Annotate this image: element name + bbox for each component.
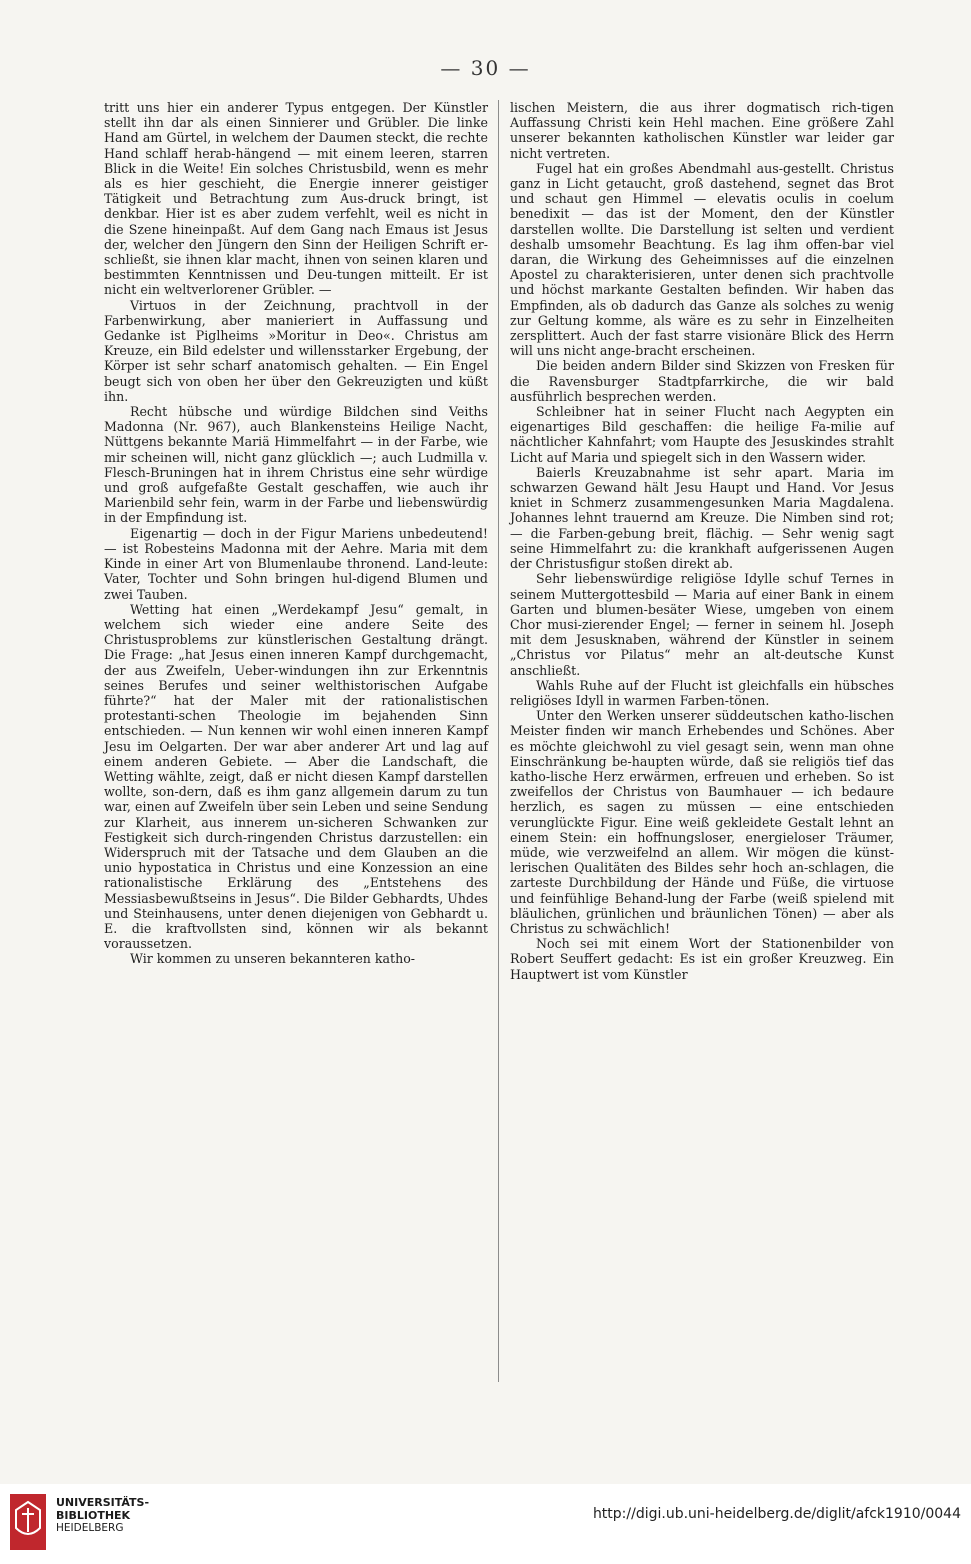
- source-url[interactable]: http://digi.ub.uni-heidelberg.de/diglit/afck1910/0044: [592, 1506, 961, 1522]
- library-name: [56, 1497, 149, 1535]
- paragraph: Recht hübsche und würdige Bildchen sind Veiths Madonna (Nr. 967), auch Blankensteins Heilige Nacht, Nüttgens bekannte Mariä Himmelfahrt — in der Farbe, wie mir scheinen will, nicht ganz glücklich —; auch Ludmilla v. Flesch-Bruningen hat in ihrem Christus eine sehr würdige und groß aufgefaßte Gestalt geschaffen, wie auch ihr Marienbild sehr fein, warm in der Farbe und liebenswürdig in der Empfindung ist.: [104, 404, 488, 526]
- library-line-3: HEIDELBERG: [56, 1522, 124, 1534]
- university-seal-icon: [10, 1494, 46, 1550]
- paragraph: lischen Meistern, die aus ihrer dogmatisch rich-tigen Auffassung Christi kein Hehl machen. Eine größere Zahl unserer bekannten katholischen Künstler war leider gar nicht vertreten.: [510, 100, 894, 161]
- paragraph: Eigenartig — doch in der Figur Mariens unbedeutend! — ist Robesteins Madonna mit der Aehre. Maria mit dem Kinde in einer Art von Blumenlaube thronend. Land-leute: Vater, Tochter und Sohn bringen hul-digend Blumen und zwei Tauben.: [104, 525, 488, 602]
- library-line-1: UNIVERSITÄTS-: [56, 1496, 150, 1509]
- paragraph: Virtuos in der Zeichnung, prachtvoll in der Farbenwirkung, aber manieriert in Auffassung und Gedanke ist Piglheims »Moritur in Deo«. Christus am Kreuze, ein Bild edelster und willensstarker Ergebung, der Körper ist sehr scharf anatomisch gehalten. — Ein Engel beugt sich von oben her über den Gekreuzigten und küßt ihn.: [104, 297, 488, 404]
- library-line-2: BIBLIOTHEK: [56, 1508, 131, 1522]
- paragraph: Unter den Werken unserer süddeutschen katho-lischen Meister finden wir manch Erhebendes und Schönes. Aber es möchte gleichwohl zu viel gesagt sein, wenn man ohne Einschränkung be-haupten würde, daß sie religiös tief das katho-lische Herz erwärmen, erfreuen und erheben. So ist zweifellos der Christus von Baumhauer — ich bedaure herzlich, es sagen zu müssen — eine entschieden verunglückte Figur. Eine weiß gekleidete Gestalt lehnt an einem Stein: ein hoffnungsloser, energieloser Träumer, müde, wie verzweifelnd an allem. Wir mögen die künst-lerischen Qualitäten des Bildes sehr hoch an-schlagen, die zarteste Durchbildung der Hände und Füße, die virtuose und feinfühlige Behand-lung der Farbe (weiß spielend mit bläulichen, grünlichen und bräunlichen Tönen) — aber als Christus zu schwächlich!: [510, 708, 894, 936]
- paragraph: Wetting hat einen „Werdekampf Jesu“ gemalt, in welchem sich wieder eine andere Seite des Christusproblems zur künstlerischen Gestaltung drängt. Die Frage: „hat Jesus einen inneren Kampf durchgemacht, der aus Zweifeln, Ueber-windungen ihn zur Erkenntnis seines Berufes und seiner welthistorischen Aufgabe führte?“ hat der Maler mit der rationalistischen protestanti-schen Theologie im bejahenden Sinn entschieden. — Nun kennen wir wohl einen inneren Kampf Jesu im Oelgarten. Der war aber anderer Art und lag auf einem anderen Gebiete. — Aber die Landschaft, die Wetting wählte, zeigt, daß er nicht diesen Kampf darstellen wollte, son-dern, daß es ihm ganz allgemein darum zu tun war, einen auf Zweifeln über sein Leben und seine Sendung zur Klarheit, aus innerem un-sicheren Schwanken zur Festigkeit sich durch-ringenden Christus darzustellen: ein Widerspruch mit der Tatsache und dem Glauben an die unio hypostatica in Christus und eine Konzession an eine rationalistische Erklärung des „Entstehens des Messiasbewußtseins in Jesus“. Die Bilder Gebhardts, Uhdes und Steinhausens, unter denen diejenigen von Gebhardt u. E. die kraftvollsten sind, können wir als bekannt voraussetzen.: [104, 601, 488, 952]
- paragraph: tritt uns hier ein anderer Typus entgegen. Der Künstler stellt ihn dar als einen Sinnierer und Grübler. Die linke Hand am Gürtel, in welchem der Daumen steckt, die rechte Hand schlaff herab-hängend — mit einem leeren, starren Blick in die Weite! Ein solches Christusbild, wenn es mehr als es hier geschieht, die Energie innerer geistiger Tätigkeit und Betrachtung zum Aus-druck bringt, ist denkbar. Hier ist es aber zudem verfehlt, weil es nicht in die Szene hineinpaßt. Auf dem Gang nach Emaus ist Jesus der, welcher den Jüngern den Sinn der Heiligen Schrift er-schließt, sie ihnen klar macht, ihnen von seinen klaren und bestimmten Kenntnissen und Deu-tungen mitteilt. Er ist nicht ein weltverlorener Grübler. —: [104, 100, 488, 298]
- paragraph: Wahls Ruhe auf der Flucht ist gleichfalls ein hübsches religiöses Idyll in warmen Farben-tönen.: [510, 677, 894, 708]
- paragraph: Sehr liebenswürdige religiöse Idylle schuf Ternes in seinem Muttergottesbild — Maria auf einer Bank in einem Garten und blumen-besäter Wiese, umgeben von einem Chor musi-zierender Engel; — ferner in seinem hl. Joseph mit dem Jesusknaben, während der Künstler in seinem „Christus vor Pilatus“ mehr an alt-deutsche Kunst anschließt.: [510, 571, 894, 678]
- column-divider: [498, 100, 499, 1382]
- paragraph: Die beiden andern Bilder sind Skizzen von Fresken für die Ravensburger Stadtpfarrkirche, die wir bald ausführlich besprechen werden.: [510, 358, 894, 404]
- paragraph: Baierls Kreuzabnahme ist sehr apart. Maria im schwarzen Gewand hält Jesu Haupt und Hand. Vor Jesus kniet in Schmerz zusammengesunken Maria Magdalena. Johannes lehnt trauernd am Kreuze. Die Nimben sind rot; — die Farben-gebung breit, flächig. — Sehr wenig sagt seine Himmelfahrt zu: die krankhaft aufgerissenen Augen der Christusfigur stoßen direkt ab.: [510, 464, 894, 572]
- paragraph: Fugel hat ein großes Abendmahl aus-gestellt. Christus ganz in Licht getaucht, groß dastehend, segnet das Brot und schaut gen Himmel — elevatis oculis in coelum benedixit — das ist der Moment, den der Künstler darstellen wollte. Die Darstellung ist selten und verdient deshalb umsomehr Beachtung. Es lag ihm offen-bar viel daran, die Wirkung des Geheimnisses auf die einzelnen Apostel zu charakterisieren, unter denen sich prachtvolle und höchst markante Gestalten befinden. Wir haben das Empfinden, als ob dadurch das Ganze als solches zu wenig zur Geltung komme, als wäre es zu sehr in Einzelheiten zersplittert. Auch der fast starre visionäre Blick des Herrn will uns nicht ange-bracht erscheinen.: [510, 160, 894, 359]
- right-column: [510, 100, 894, 982]
- paragraph: Noch sei mit einem Wort der Stationenbilder von Robert Seuffert gedacht: Es ist ein großer Kreuzweg. Ein Hauptwert ist vom Künstler: [510, 936, 894, 982]
- left-column: [104, 100, 488, 967]
- paragraph: Schleibner hat in seiner Flucht nach Aegypten ein eigenartiges Bild geschaffen: die heilige Fa-milie auf nächtlicher Kahnfahrt; vom Haupte des Jesuskindes strahlt Licht auf Maria und spiegelt sich in den Wassern wider.: [510, 404, 894, 465]
- page-number: — 30 —: [440, 56, 531, 80]
- paragraph: Wir kommen zu unseren bekannteren katho-: [130, 951, 416, 967]
